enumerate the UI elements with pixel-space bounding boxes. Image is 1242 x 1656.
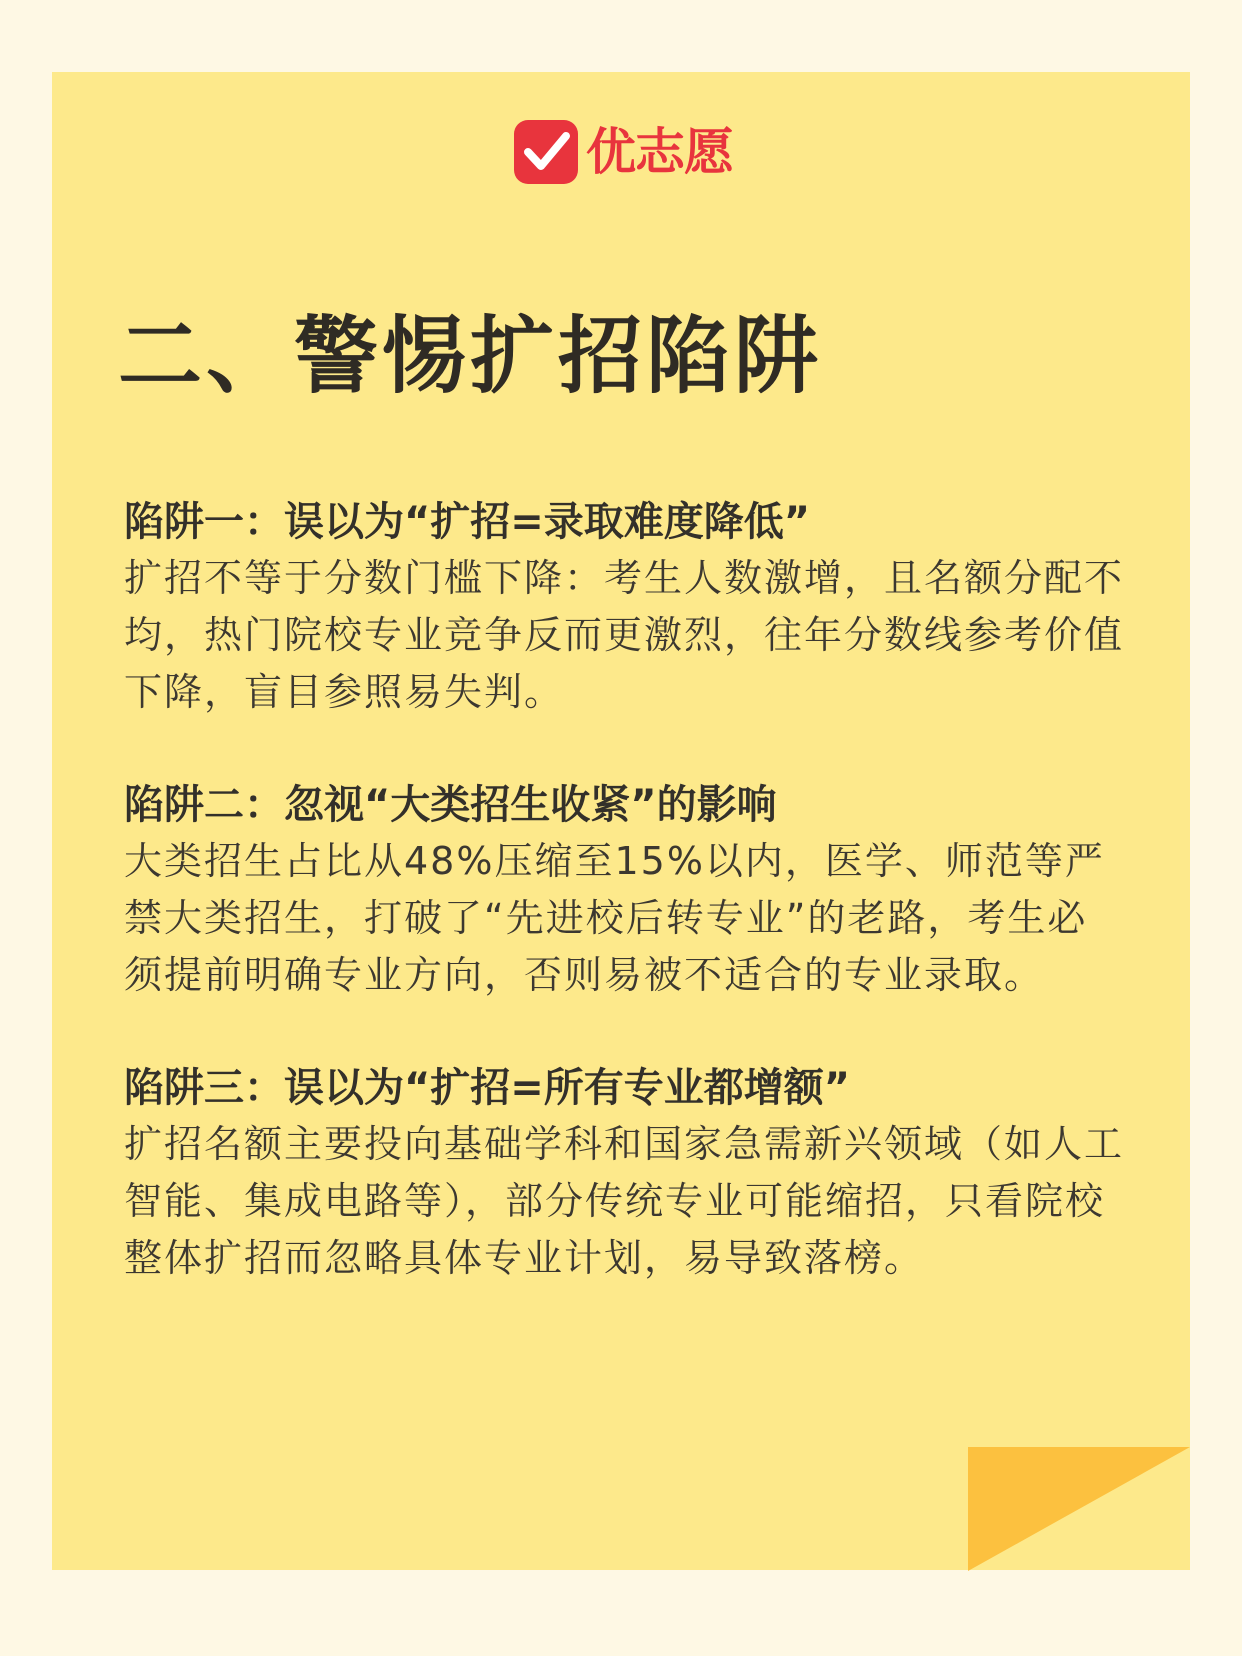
trap-title: 陷阱二：忽视“大类招生收紧”的影响 [124, 782, 777, 828]
checkmark-icon [514, 120, 578, 184]
page-fold-corner [968, 1447, 1190, 1571]
trap-body: 扩招不等于分数门槛下降：考生人数激增，且名额分配不均，热门院校专业竞争反而更激烈，往年分数线参考价值下降，盲目参照易失判。 [124, 556, 1125, 714]
trap-body: 大类招生占比从48%压缩至15%以内，医学、师范等严禁大类招生，打破了“先进校后转专业”的老路，考生必须提前明确专业方向，否则易被不适合的专业录取。 [124, 839, 1105, 997]
brand-name: 优志愿 [586, 123, 733, 181]
brand-logo [514, 120, 733, 184]
trap-section-1 [124, 494, 1124, 721]
trap-section-2 [124, 777, 1124, 1004]
trap-title: 陷阱三：误以为“扩招=所有专业都增额” [124, 1065, 851, 1111]
page-title: 二、警惕扩招陷阱 [118, 307, 823, 405]
trap-title: 陷阱一：误以为“扩招=录取难度降低” [124, 499, 811, 545]
trap-body: 扩招名额主要投向基础学科和国家急需新兴领域（如人工智能、集成电路等），部分传统专业可能缩招，只看院校整体扩招而忽略具体专业计划，易导致落榜。 [124, 1122, 1125, 1280]
trap-section-3 [124, 1060, 1124, 1287]
